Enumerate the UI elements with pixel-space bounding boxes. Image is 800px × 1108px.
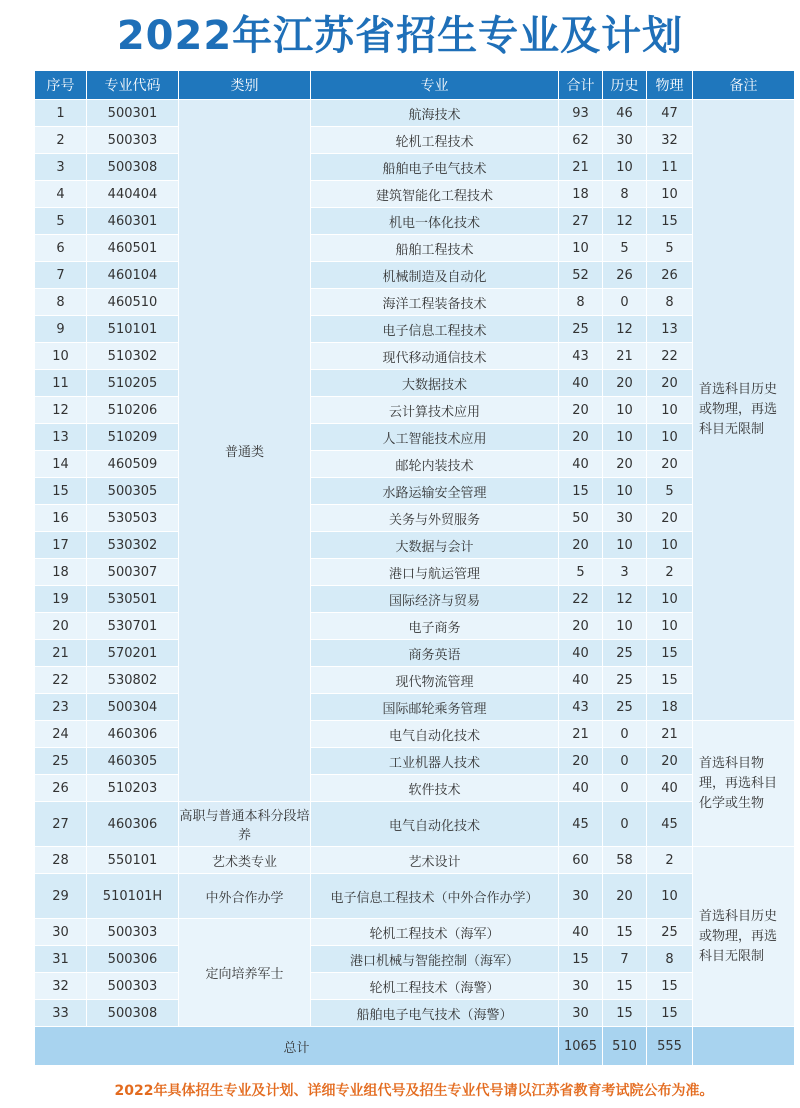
row-no: 21 [35, 640, 87, 667]
row-code: 500306 [87, 946, 179, 973]
row-code: 500307 [87, 559, 179, 586]
row-no: 11 [35, 370, 87, 397]
row-physics: 10 [647, 874, 693, 919]
row-history: 8 [603, 181, 647, 208]
table-row [35, 586, 795, 613]
row-code: 510209 [87, 424, 179, 451]
row-history: 10 [603, 532, 647, 559]
row-no: 31 [35, 946, 87, 973]
table-row [35, 919, 795, 946]
row-total: 93 [559, 100, 603, 127]
total-row [35, 1027, 795, 1066]
row-total: 60 [559, 847, 603, 874]
row-total: 25 [559, 316, 603, 343]
row-physics: 10 [647, 397, 693, 424]
row-history: 10 [603, 424, 647, 451]
table-row [35, 973, 795, 1000]
total-physics: 555 [647, 1027, 693, 1066]
row-history: 10 [603, 397, 647, 424]
table-row [35, 775, 795, 802]
row-major: 软件技术 [311, 775, 559, 802]
row-no: 18 [35, 559, 87, 586]
row-code: 530503 [87, 505, 179, 532]
row-code: 460305 [87, 748, 179, 775]
category-cell: 定向培养军士 [179, 919, 311, 1027]
row-physics: 45 [647, 802, 693, 847]
row-no: 7 [35, 262, 87, 289]
table-row [35, 1000, 795, 1027]
row-no: 9 [35, 316, 87, 343]
row-major: 港口与航运管理 [311, 559, 559, 586]
row-history: 0 [603, 289, 647, 316]
table-row [35, 316, 795, 343]
table-row [35, 100, 795, 127]
row-no: 3 [35, 154, 87, 181]
row-total: 15 [559, 478, 603, 505]
row-total: 62 [559, 127, 603, 154]
row-code: 460104 [87, 262, 179, 289]
notes-cell: 首选科目物理，再选科目化学或生物 [693, 721, 795, 847]
row-physics: 5 [647, 478, 693, 505]
row-history: 46 [603, 100, 647, 127]
table-row [35, 397, 795, 424]
row-no: 10 [35, 343, 87, 370]
table-header-row [35, 71, 795, 100]
row-code: 460509 [87, 451, 179, 478]
row-no: 4 [35, 181, 87, 208]
row-physics: 15 [647, 640, 693, 667]
row-history: 7 [603, 946, 647, 973]
table-row [35, 946, 795, 973]
row-total: 8 [559, 289, 603, 316]
row-major: 大数据技术 [311, 370, 559, 397]
row-code: 500304 [87, 694, 179, 721]
category-cell: 中外合作办学 [179, 874, 311, 919]
row-physics: 8 [647, 946, 693, 973]
row-code: 500303 [87, 127, 179, 154]
row-physics: 10 [647, 613, 693, 640]
row-physics: 2 [647, 559, 693, 586]
row-code: 550101 [87, 847, 179, 874]
header-code: 专业代码 [87, 71, 179, 100]
row-code: 440404 [87, 181, 179, 208]
row-major: 人工智能技术应用 [311, 424, 559, 451]
row-history: 25 [603, 667, 647, 694]
row-major: 船舶工程技术 [311, 235, 559, 262]
row-no: 19 [35, 586, 87, 613]
row-code: 530501 [87, 586, 179, 613]
header-history: 历史 [603, 71, 647, 100]
page-title: 2022年江苏省招生专业及计划 [116, 13, 684, 59]
row-physics: 15 [647, 973, 693, 1000]
row-total: 10 [559, 235, 603, 262]
row-physics: 15 [647, 667, 693, 694]
table-row [35, 640, 795, 667]
notes-cell: 首选科目历史或物理，再选科目无限制 [693, 847, 795, 1027]
row-physics: 8 [647, 289, 693, 316]
row-physics: 10 [647, 424, 693, 451]
row-total: 21 [559, 154, 603, 181]
row-no: 27 [35, 802, 87, 847]
row-total: 40 [559, 451, 603, 478]
header-total: 合计 [559, 71, 603, 100]
table-row [35, 208, 795, 235]
row-no: 26 [35, 775, 87, 802]
row-history: 15 [603, 919, 647, 946]
row-code: 500303 [87, 973, 179, 1000]
row-no: 30 [35, 919, 87, 946]
row-total: 30 [559, 973, 603, 1000]
header-category: 类别 [179, 71, 311, 100]
row-major: 电子信息工程技术 [311, 316, 559, 343]
row-history: 0 [603, 802, 647, 847]
row-code: 510302 [87, 343, 179, 370]
row-code: 500308 [87, 1000, 179, 1027]
row-no: 25 [35, 748, 87, 775]
row-physics: 15 [647, 1000, 693, 1027]
row-physics: 10 [647, 181, 693, 208]
row-major: 水路运输安全管理 [311, 478, 559, 505]
row-major: 国际邮轮乘务管理 [311, 694, 559, 721]
row-total: 20 [559, 532, 603, 559]
row-major: 电子信息工程技术（中外合作办学） [311, 874, 559, 919]
row-no: 23 [35, 694, 87, 721]
table-row [35, 370, 795, 397]
row-no: 17 [35, 532, 87, 559]
table-row [35, 532, 795, 559]
table-row [35, 505, 795, 532]
row-major: 机械制造及自动化 [311, 262, 559, 289]
row-code: 500301 [87, 100, 179, 127]
table-row [35, 262, 795, 289]
row-major: 邮轮内装技术 [311, 451, 559, 478]
row-code: 510205 [87, 370, 179, 397]
row-no: 33 [35, 1000, 87, 1027]
table-row [35, 721, 795, 748]
row-no: 15 [35, 478, 87, 505]
table-row [35, 424, 795, 451]
total-label: 总计 [35, 1027, 559, 1066]
row-total: 21 [559, 721, 603, 748]
row-history: 25 [603, 694, 647, 721]
row-history: 58 [603, 847, 647, 874]
row-history: 20 [603, 370, 647, 397]
table-row [35, 802, 795, 847]
row-physics: 22 [647, 343, 693, 370]
row-major: 国际经济与贸易 [311, 586, 559, 613]
table-row [35, 289, 795, 316]
row-code: 460306 [87, 721, 179, 748]
row-code: 510101H [87, 874, 179, 919]
row-code: 460510 [87, 289, 179, 316]
row-total: 52 [559, 262, 603, 289]
row-code: 500308 [87, 154, 179, 181]
row-no: 14 [35, 451, 87, 478]
category-cell: 艺术类专业 [179, 847, 311, 874]
row-history: 25 [603, 640, 647, 667]
row-history: 20 [603, 874, 647, 919]
row-major: 商务英语 [311, 640, 559, 667]
row-major: 现代物流管理 [311, 667, 559, 694]
category-cell: 高职与普通本科分段培养 [179, 802, 311, 847]
row-code: 510206 [87, 397, 179, 424]
row-total: 43 [559, 343, 603, 370]
total-sum: 1065 [559, 1027, 603, 1066]
row-code: 530701 [87, 613, 179, 640]
row-history: 26 [603, 262, 647, 289]
table-row [35, 847, 795, 874]
row-major: 海洋工程装备技术 [311, 289, 559, 316]
row-physics: 5 [647, 235, 693, 262]
row-physics: 11 [647, 154, 693, 181]
row-total: 15 [559, 946, 603, 973]
row-no: 24 [35, 721, 87, 748]
row-no: 28 [35, 847, 87, 874]
row-no: 32 [35, 973, 87, 1000]
row-code: 460301 [87, 208, 179, 235]
table-row [35, 667, 795, 694]
row-history: 10 [603, 154, 647, 181]
row-history: 21 [603, 343, 647, 370]
row-history: 0 [603, 748, 647, 775]
row-total: 40 [559, 775, 603, 802]
row-major: 轮机工程技术 [311, 127, 559, 154]
row-total: 5 [559, 559, 603, 586]
table-row [35, 343, 795, 370]
table-row [35, 181, 795, 208]
row-total: 45 [559, 802, 603, 847]
row-history: 15 [603, 973, 647, 1000]
row-physics: 40 [647, 775, 693, 802]
row-no: 12 [35, 397, 87, 424]
row-history: 12 [603, 586, 647, 613]
row-physics: 10 [647, 586, 693, 613]
row-major: 云计算技术应用 [311, 397, 559, 424]
table-row [35, 127, 795, 154]
row-physics: 15 [647, 208, 693, 235]
row-physics: 25 [647, 919, 693, 946]
row-major: 艺术设计 [311, 847, 559, 874]
row-physics: 21 [647, 721, 693, 748]
row-total: 30 [559, 874, 603, 919]
table-row [35, 478, 795, 505]
row-no: 2 [35, 127, 87, 154]
header-no: 序号 [35, 71, 87, 100]
header-notes: 备注 [693, 71, 795, 100]
row-physics: 13 [647, 316, 693, 343]
row-major: 关务与外贸服务 [311, 505, 559, 532]
row-total: 20 [559, 397, 603, 424]
row-history: 10 [603, 613, 647, 640]
row-history: 0 [603, 775, 647, 802]
row-physics: 32 [647, 127, 693, 154]
row-physics: 20 [647, 451, 693, 478]
row-total: 20 [559, 613, 603, 640]
row-no: 1 [35, 100, 87, 127]
row-major: 船舶电子电气技术（海警） [311, 1000, 559, 1027]
category-cell: 普通类 [179, 100, 311, 802]
row-no: 22 [35, 667, 87, 694]
table-row [35, 451, 795, 478]
row-code: 460501 [87, 235, 179, 262]
row-no: 5 [35, 208, 87, 235]
row-history: 30 [603, 505, 647, 532]
row-no: 13 [35, 424, 87, 451]
row-code: 530802 [87, 667, 179, 694]
table-row [35, 874, 795, 919]
row-major: 港口机械与智能控制（海军） [311, 946, 559, 973]
enrollment-plan-table [34, 70, 795, 1066]
row-physics: 20 [647, 748, 693, 775]
table-row [35, 748, 795, 775]
row-physics: 2 [647, 847, 693, 874]
row-major: 轮机工程技术（海军） [311, 919, 559, 946]
table-row [35, 694, 795, 721]
row-code: 510203 [87, 775, 179, 802]
row-code: 500303 [87, 919, 179, 946]
table-row [35, 559, 795, 586]
row-physics: 20 [647, 370, 693, 397]
row-code: 570201 [87, 640, 179, 667]
row-major: 电子商务 [311, 613, 559, 640]
row-major: 电气自动化技术 [311, 802, 559, 847]
row-major: 电气自动化技术 [311, 721, 559, 748]
row-total: 40 [559, 370, 603, 397]
row-total: 50 [559, 505, 603, 532]
row-major: 大数据与会计 [311, 532, 559, 559]
row-code: 530302 [87, 532, 179, 559]
row-major: 现代移动通信技术 [311, 343, 559, 370]
row-history: 20 [603, 451, 647, 478]
row-major: 机电一体化技术 [311, 208, 559, 235]
total-notes-empty [693, 1027, 795, 1066]
row-history: 15 [603, 1000, 647, 1027]
row-history: 12 [603, 316, 647, 343]
row-physics: 18 [647, 694, 693, 721]
row-major: 轮机工程技术（海警） [311, 973, 559, 1000]
row-total: 18 [559, 181, 603, 208]
row-total: 40 [559, 667, 603, 694]
row-major: 工业机器人技术 [311, 748, 559, 775]
table-row [35, 613, 795, 640]
row-physics: 47 [647, 100, 693, 127]
header-physics: 物理 [647, 71, 693, 100]
row-physics: 10 [647, 532, 693, 559]
row-no: 8 [35, 289, 87, 316]
row-history: 0 [603, 721, 647, 748]
row-total: 43 [559, 694, 603, 721]
row-history: 5 [603, 235, 647, 262]
row-no: 29 [35, 874, 87, 919]
row-total: 20 [559, 748, 603, 775]
row-history: 10 [603, 478, 647, 505]
row-code: 460306 [87, 802, 179, 847]
row-no: 6 [35, 235, 87, 262]
row-major: 船舶电子电气技术 [311, 154, 559, 181]
row-major: 建筑智能化工程技术 [311, 181, 559, 208]
row-total: 30 [559, 1000, 603, 1027]
footer-note: 2022年具体招生专业及计划、详细专业组代号及招生专业代号请以江苏省教育考试院公布为准。 [114, 1083, 714, 1099]
row-total: 27 [559, 208, 603, 235]
row-history: 12 [603, 208, 647, 235]
row-total: 22 [559, 586, 603, 613]
notes-cell: 首选科目历史或物理，再选科目无限制 [693, 100, 795, 721]
header-major: 专业 [311, 71, 559, 100]
row-total: 40 [559, 919, 603, 946]
total-history: 510 [603, 1027, 647, 1066]
row-total: 40 [559, 640, 603, 667]
row-physics: 26 [647, 262, 693, 289]
table-row [35, 154, 795, 181]
table-row [35, 235, 795, 262]
row-no: 16 [35, 505, 87, 532]
row-no: 20 [35, 613, 87, 640]
row-code: 510101 [87, 316, 179, 343]
row-major: 航海技术 [311, 100, 559, 127]
row-history: 30 [603, 127, 647, 154]
row-history: 3 [603, 559, 647, 586]
row-physics: 20 [647, 505, 693, 532]
row-total: 20 [559, 424, 603, 451]
row-code: 500305 [87, 478, 179, 505]
